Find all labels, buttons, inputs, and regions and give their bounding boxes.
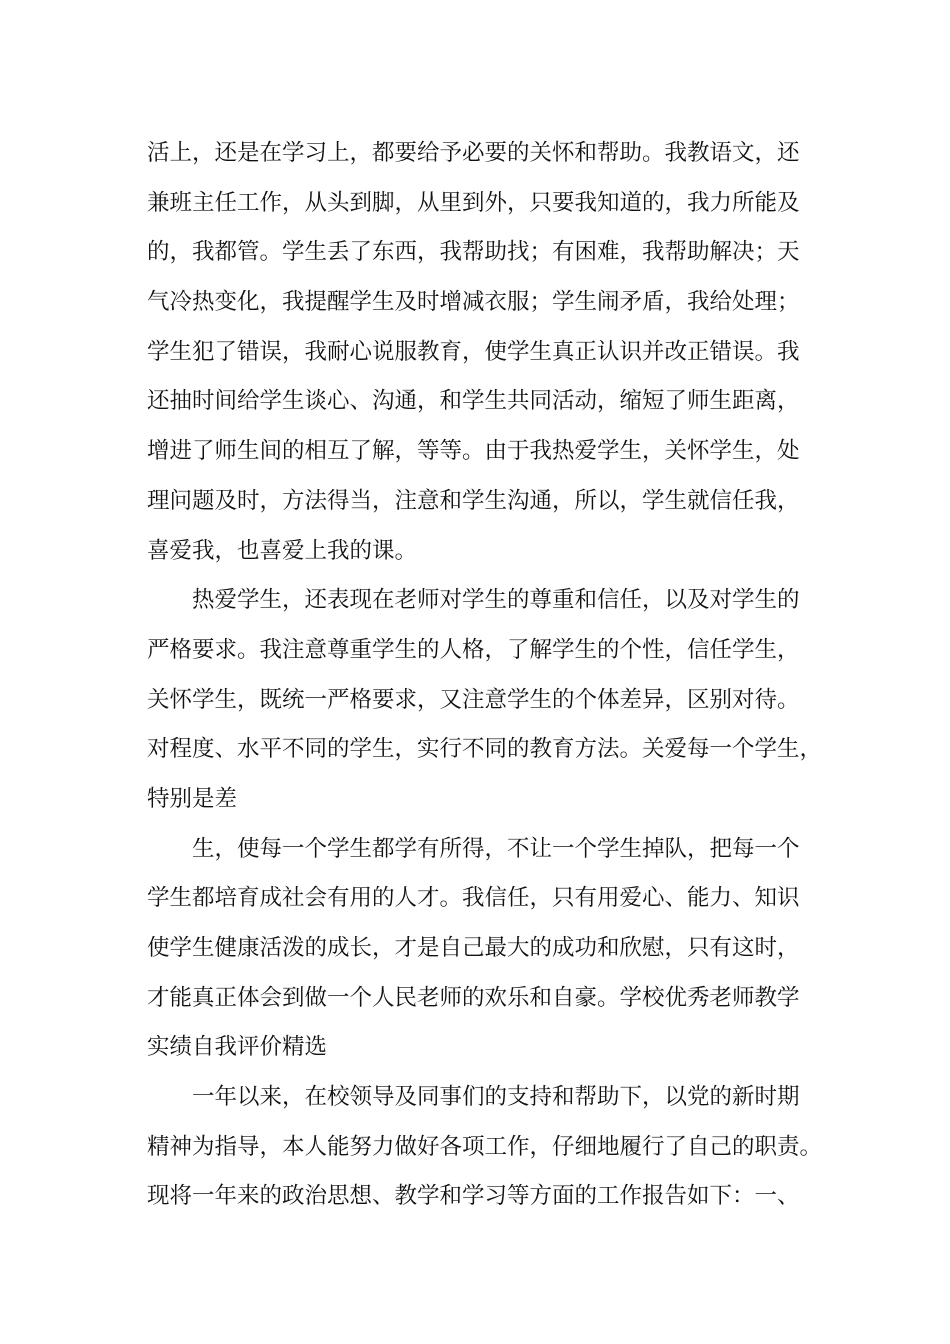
text-line: 严格要求。我注意尊重学生的人格，了解学生的个性，信任学生， <box>147 636 800 663</box>
paragraph-first-line: 热爱学生，还表现在老师对学生的尊重和信任，以及对学生的 <box>192 587 800 614</box>
text-line: 实绩自我评价精选 <box>147 1034 328 1061</box>
text-line: 现将一年来的政治思想、教学和学习等方面的工作报告如下：一、 <box>147 1183 800 1210</box>
text-line: 精神为指导，本人能努力做好各项工作，仔细地履行了自己的职责。 <box>147 1133 823 1160</box>
text-line: 增进了师生间的相互了解，等等。由于我热爱学生，关怀学生，处 <box>147 438 800 465</box>
text-line: 的，我都管。学生丢了东西，我帮助找；有困难，我帮助解决；天 <box>147 239 800 266</box>
text-line: 兼班主任工作，从头到脚，从里到外，只要我知道的，我力所能及 <box>147 189 800 216</box>
text-line: 学生都培育成社会有用的人才。我信任，只有用爱心、能力、知识 <box>147 885 800 912</box>
text-line: 还抽时间给学生谈心、沟通，和学生共同活动，缩短了师生距离， <box>147 388 800 415</box>
text-line: 特别是差 <box>147 785 238 812</box>
text-line: 学生犯了错误，我耐心说服教育，使学生真正认识并改正错误。我 <box>147 338 800 365</box>
text-line: 使学生健康活泼的成长，才是自己最大的成功和欣慰，只有这时， <box>147 935 800 961</box>
text-line: 理问题及时，方法得当，注意和学生沟通，所以，学生就信任我， <box>147 487 800 514</box>
text-line: 喜爱我，也喜爱上我的课。 <box>147 537 418 564</box>
text-line: 关怀学生，既统一严格要求，又注意学生的个体差异，区别对待。 <box>147 686 800 713</box>
paragraph-first-line: 生，使每一个学生都学有所得，不让一个学生掉队，把每一个 <box>192 835 800 862</box>
body-text <box>147 129 827 1222</box>
paragraph-first-line: 一年以来，在校领导及同事们的支持和帮助下，以党的新时期 <box>192 1084 800 1111</box>
text-line: 对程度、水平不同的学生，实行不同的教育方法。关爱每一个学生， <box>147 736 823 763</box>
text-line: 活上，还是在学习上，都要给予必要的关怀和帮助。我教语文，还 <box>147 140 800 166</box>
text-line: 气冷热变化，我提醒学生及时增减衣服；学生闹矛盾，我给处理； <box>147 289 800 316</box>
text-line: 才能真正体会到做一个人民老师的欢乐和自豪。学校优秀老师教学 <box>147 984 800 1011</box>
